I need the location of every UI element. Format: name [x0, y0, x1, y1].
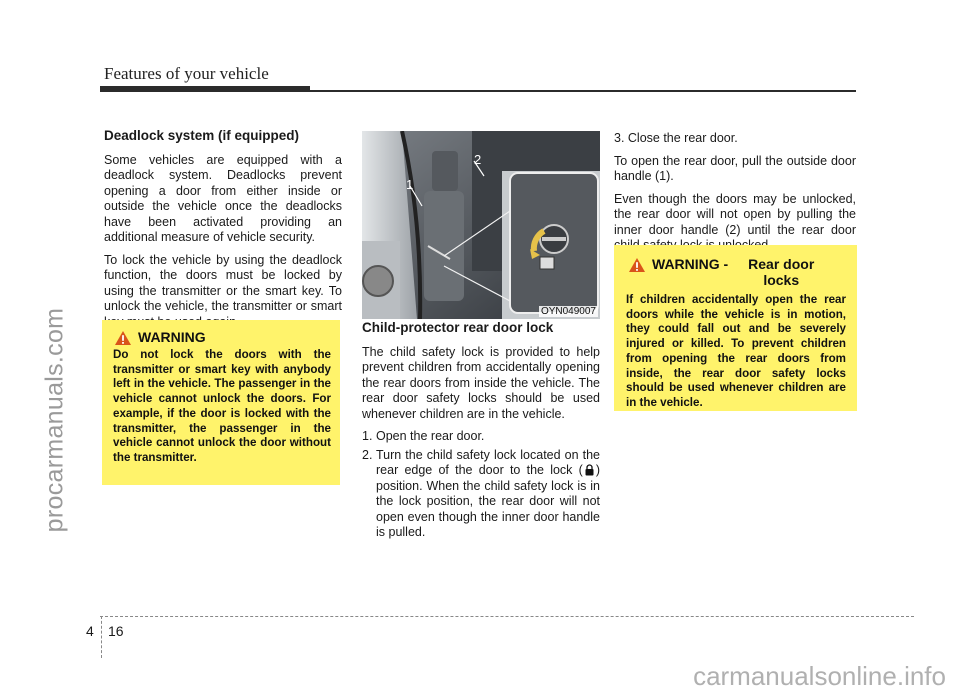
- warning-triangle-icon: [114, 330, 132, 346]
- step-number: 1.: [362, 429, 373, 444]
- child-lock-illustration: [362, 131, 600, 319]
- lock-icon: [584, 464, 595, 476]
- step-text: [376, 448, 600, 541]
- paragraph: To lock the vehicle by using the deadlock function, the doors must be locked by using the transmitter or the smart key. To unlock the vehicle, the transmitter or smart: [104, 252, 342, 314]
- step-text-part: ) position. When the child safety lock is in the lock position, the rear door will not open even though the inner door handle is pulled.: [376, 463, 600, 540]
- footer-rule: [100, 616, 914, 617]
- step-text-part: Turn the child safety lock located on the rear edge of the door to the lock (: [376, 447, 600, 478]
- step-number: 2.: [362, 447, 373, 462]
- paragraph: The child safety lock is provided to help prevent children from accidentally opening the rear doors from inside the vehicle. The rear door safety locks should be used whenever children are in the vehicle.: [362, 344, 600, 421]
- photo-code: OYN049007: [540, 306, 596, 317]
- warning-triangle-icon: [628, 257, 646, 273]
- header-rule-thin: [310, 90, 856, 92]
- column-deadlock: [104, 128, 342, 337]
- page-header-title: Features of your vehicle: [104, 64, 269, 83]
- callout-1-label: 1: [406, 177, 414, 192]
- warning-body: Do not lock the doors with the transmitter or smart key with anybody left in the vehicle. The passenger in the vehicle cannot unlock the doors. For example, if the door is locked with the transmitter, the passenger in the vehicle cannot unlock the door without the transmitter.: [113, 348, 331, 465]
- bottom-watermark: carmanualsonline.info: [693, 661, 946, 691]
- section-heading-deadlock: Deadlock system (if equipped): [104, 128, 300, 143]
- warning-title: WARNING: [138, 329, 206, 345]
- footer-rule-vertical: [101, 616, 102, 658]
- list-item: [362, 429, 600, 445]
- paragraph: 3. Close the rear door.: [614, 131, 738, 145]
- warning-subtitle: Rear door locks: [748, 256, 815, 289]
- rear-door-photo: [362, 131, 600, 319]
- step-text: Open the rear door.: [376, 429, 485, 444]
- warning-body: If children accidentally open the rear doors while the vehicle is in motion, they could fall out and be severely injured or killed. To prevent children from opening the rear doors from inside, the rear door safety locks should be used whenever children are in the vehicle.: [626, 293, 846, 410]
- paragraph: To open the rear door, pull the outside door handle (1).: [614, 153, 856, 183]
- steps-list: [362, 429, 600, 541]
- list-item: [362, 448, 600, 541]
- column-close-door: [614, 131, 856, 261]
- warning-box-deadlock: [102, 320, 340, 485]
- header-rule-thick: [100, 86, 310, 92]
- page-number: 16: [108, 623, 124, 639]
- warning-box-rear-door-locks: [614, 245, 857, 411]
- callout-2-label: 2: [474, 152, 482, 167]
- chapter-number: 4: [86, 623, 94, 639]
- section-heading-child-lock: Child-protector rear door lock: [362, 320, 554, 335]
- warning-title: WARNING -: [652, 256, 729, 272]
- side-watermark: procarmanuals.com: [40, 307, 69, 533]
- paragraph: Some vehicles are equipped with a deadlock system. Deadlocks prevent opening a door from either inside or outside the vehicle once the deadlocks have been activated providing an additional measure of vehicle security.: [104, 152, 342, 245]
- paragraph: Even though the doors may be unlocked, the rear door will not open by pulling the inner door handle (2) until the rear door: [614, 191, 856, 237]
- column-child-lock: [362, 320, 600, 544]
